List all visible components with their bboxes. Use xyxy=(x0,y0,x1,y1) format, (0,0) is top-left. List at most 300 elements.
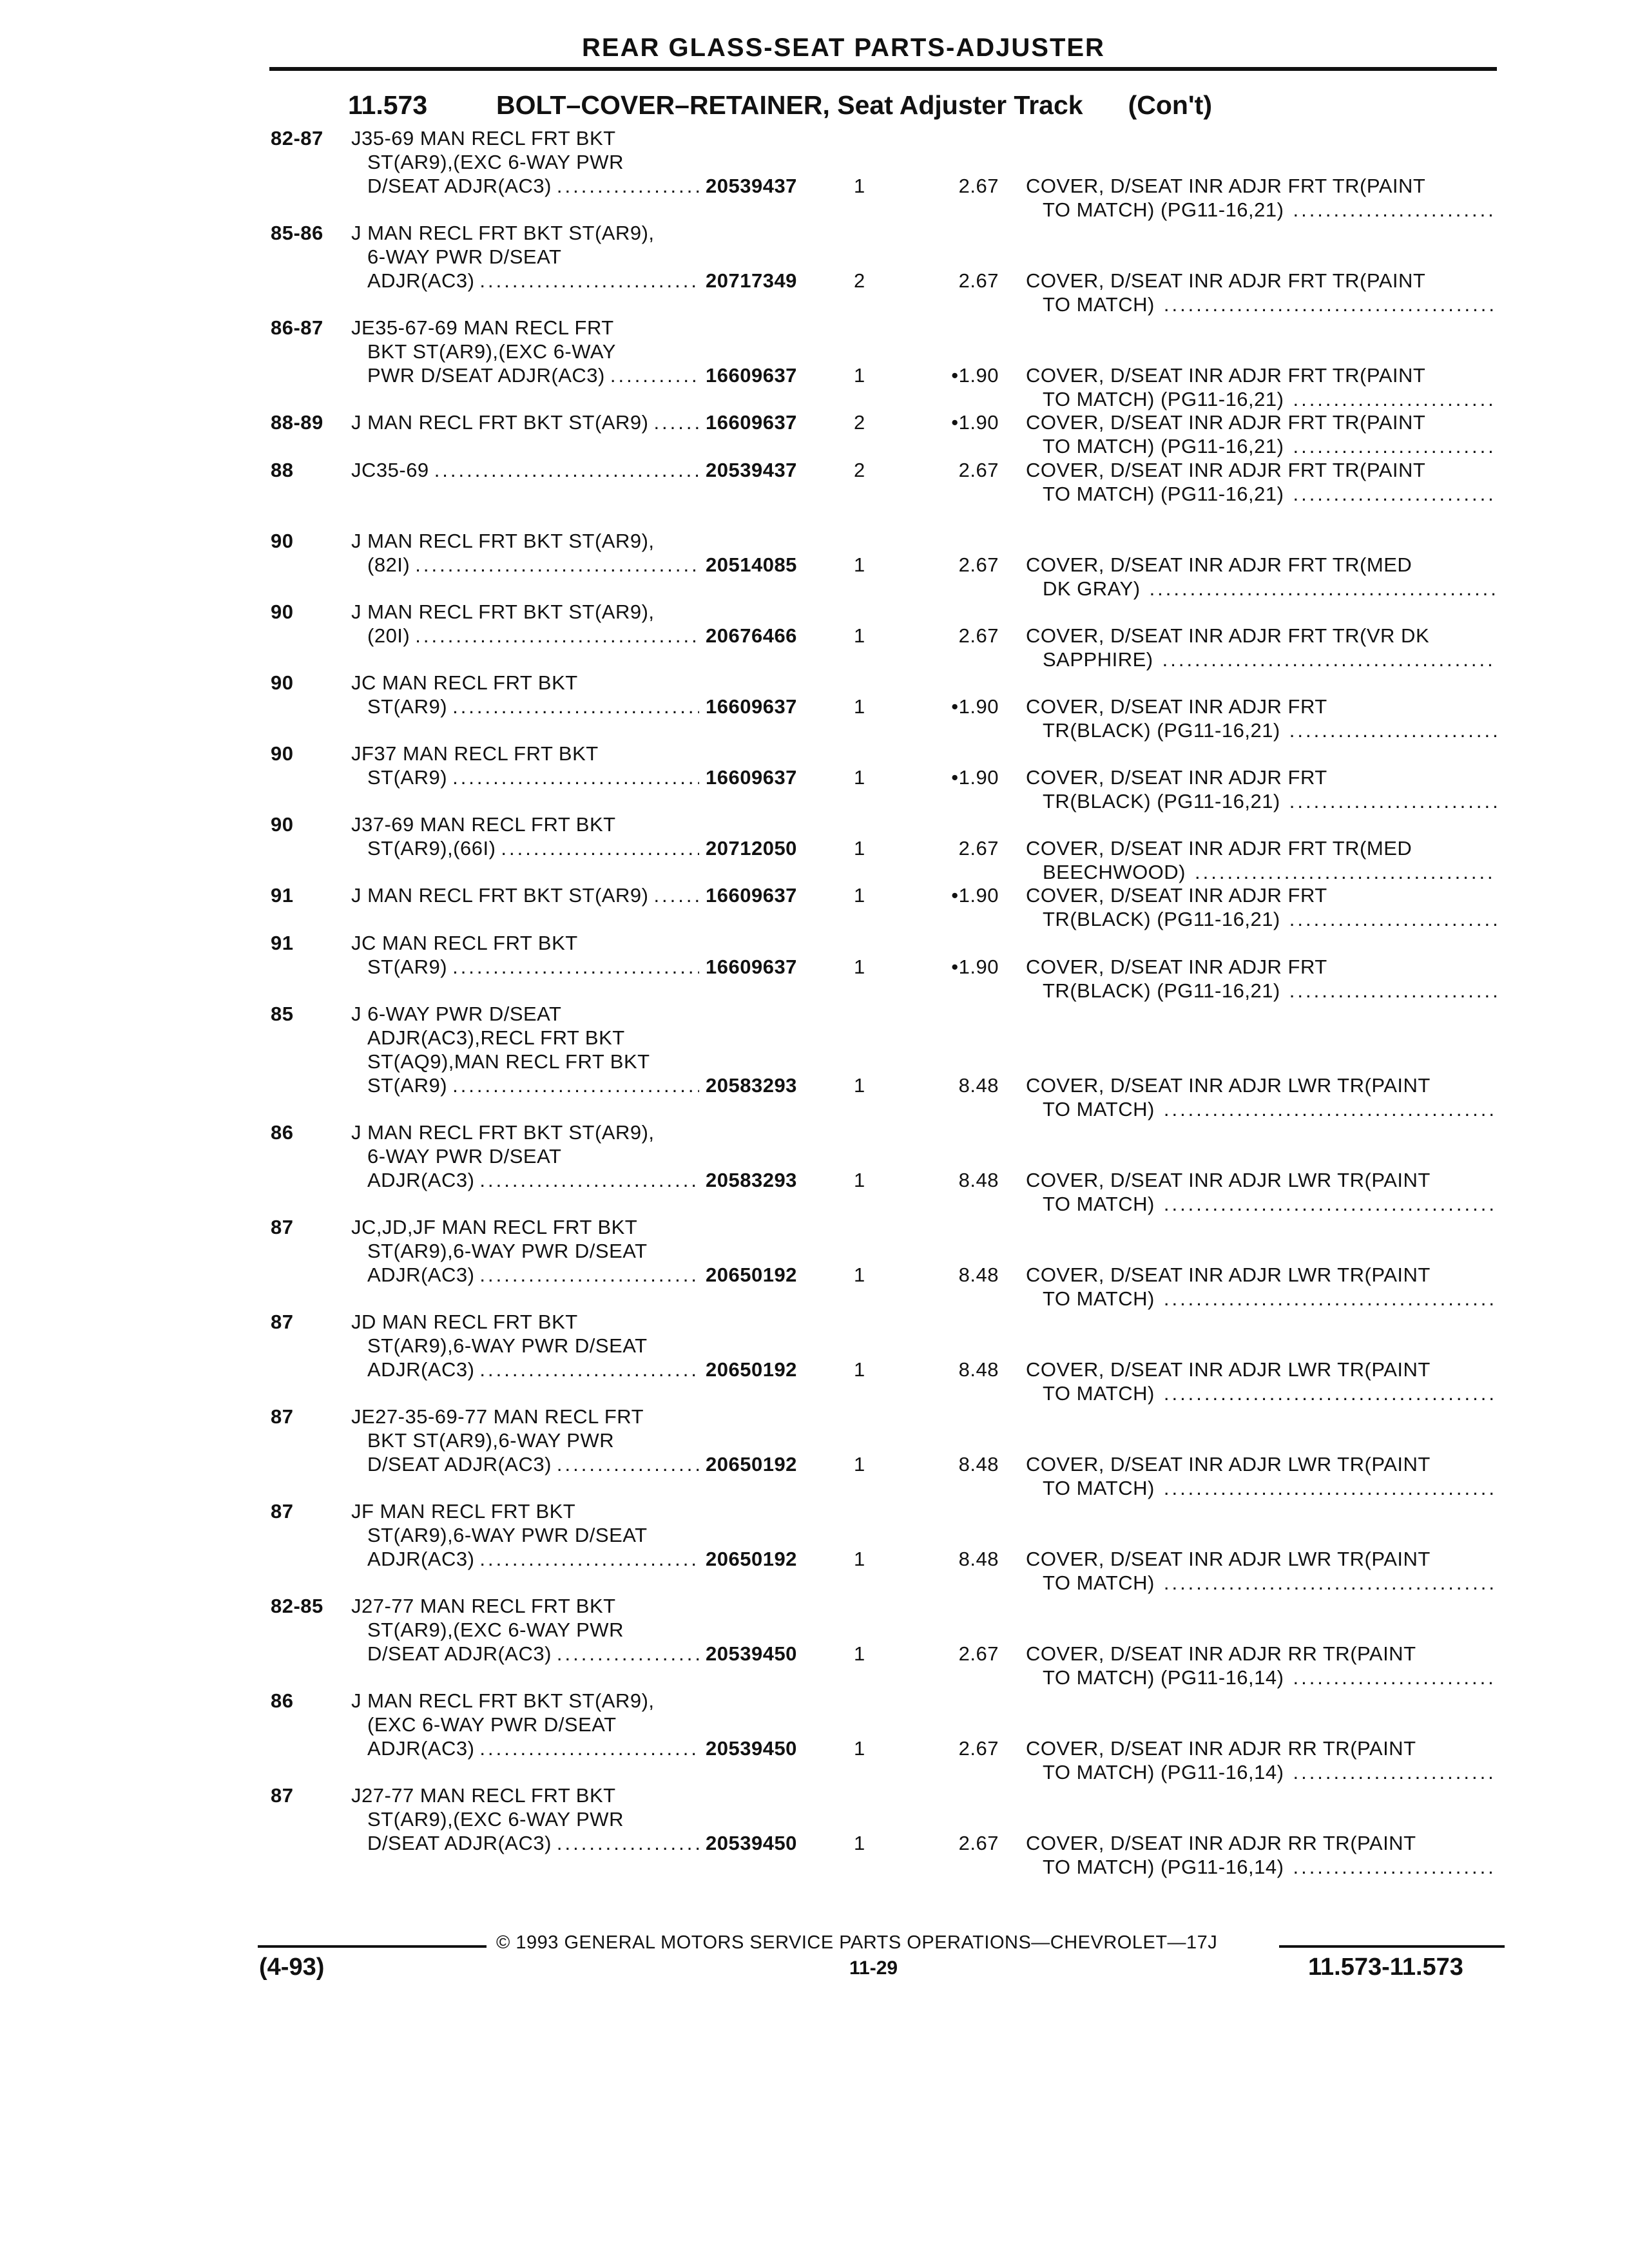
part-name-line-2 xyxy=(1026,482,1496,506)
model-years: 87 xyxy=(271,1784,294,1807)
description-line xyxy=(351,458,699,482)
part-name xyxy=(1026,955,1496,1003)
quantity: 1 xyxy=(854,1832,865,1854)
description-text: ST(AR9),(66I) xyxy=(367,837,496,860)
leader-dots xyxy=(479,1547,699,1571)
price: 2.67 xyxy=(958,553,999,576)
description-line xyxy=(351,624,699,648)
part-name-text: TO MATCH) xyxy=(1043,293,1155,316)
leader-dots xyxy=(479,1168,699,1192)
quantity: 1 xyxy=(854,1453,865,1475)
description-line xyxy=(351,695,699,718)
description-line: JC MAN RECL FRT BKT xyxy=(351,671,578,694)
quantity: 1 xyxy=(854,175,865,197)
part-name xyxy=(1026,624,1496,671)
part-name-line-1: COVER, D/SEAT INR ADJR LWR TR(PAINT xyxy=(1026,1548,1431,1570)
description-line: J 6-WAY PWR D/SEAT xyxy=(351,1003,562,1025)
description-text: ADJR(AC3) xyxy=(367,1548,475,1570)
application-description xyxy=(351,600,699,648)
description-text: D/SEAT ADJR(AC3) xyxy=(367,1642,552,1665)
part-name-line-2 xyxy=(1026,907,1496,931)
part-name xyxy=(1026,836,1496,884)
quantity: 2 xyxy=(854,269,865,292)
description-text: ADJR(AC3) xyxy=(367,269,475,292)
leader-dots xyxy=(1293,434,1496,458)
model-years: 86 xyxy=(271,1121,294,1144)
part-name-line-2 xyxy=(1026,1476,1496,1500)
leader-dots xyxy=(1195,860,1496,884)
part-name-text: TO MATCH) xyxy=(1043,1382,1155,1405)
description-line: J MAN RECL FRT BKT ST(AR9), xyxy=(351,601,655,623)
part-number: 20539437 xyxy=(706,175,797,197)
part-name-text: TO MATCH) xyxy=(1043,1477,1155,1499)
part-number: 16609637 xyxy=(706,884,797,907)
part-name-line-1: COVER, D/SEAT INR ADJR FRT xyxy=(1026,695,1327,718)
description-line xyxy=(351,1168,699,1192)
table-row xyxy=(0,529,1629,600)
price: •1.90 xyxy=(951,695,999,718)
quantity: 1 xyxy=(854,364,865,387)
part-number: 20717349 xyxy=(706,269,797,292)
leader-dots xyxy=(1164,1571,1496,1595)
part-name-line-2 xyxy=(1026,718,1496,742)
part-name-line-1: COVER, D/SEAT INR ADJR FRT xyxy=(1026,956,1327,978)
quantity: 2 xyxy=(854,411,865,434)
part-name xyxy=(1026,1263,1496,1311)
quantity: 1 xyxy=(854,1074,865,1097)
model-years: 87 xyxy=(271,1405,294,1428)
leader-dots xyxy=(557,174,699,198)
footer-page-number: 11-29 xyxy=(849,1957,898,1979)
description-line xyxy=(351,1736,699,1760)
model-years: 90 xyxy=(271,742,294,765)
part-name-text: TO MATCH) (PG11-16,14) xyxy=(1043,1666,1284,1689)
description-line: J27-77 MAN RECL FRT BKT xyxy=(351,1595,616,1617)
part-name-line-2 xyxy=(1026,1192,1496,1216)
parts-list xyxy=(0,126,1629,1878)
description-line xyxy=(351,1831,699,1855)
part-name xyxy=(1026,410,1496,458)
leader-dots xyxy=(452,1073,699,1097)
part-name xyxy=(1026,1547,1496,1595)
model-years: 88 xyxy=(271,459,294,481)
part-number: 20712050 xyxy=(706,837,797,860)
description-line: 6-WAY PWR D/SEAT xyxy=(367,245,562,268)
price: 8.48 xyxy=(958,1169,999,1191)
application-description xyxy=(351,742,699,789)
part-name xyxy=(1026,1358,1496,1405)
part-name-text: TR(BLACK) (PG11-16,21) xyxy=(1043,979,1280,1002)
application-description xyxy=(351,1120,699,1192)
application-description xyxy=(351,221,699,293)
table-row xyxy=(0,931,1629,1002)
quantity: 1 xyxy=(854,956,865,978)
leader-dots xyxy=(1162,648,1496,671)
quantity: 1 xyxy=(854,1548,865,1570)
leader-dots xyxy=(479,1358,699,1381)
description-line: J MAN RECL FRT BKT ST(AR9), xyxy=(351,222,655,244)
part-name xyxy=(1026,1642,1496,1689)
price: 8.48 xyxy=(958,1548,999,1570)
price: 2.67 xyxy=(958,1642,999,1665)
part-number: 20539450 xyxy=(706,1737,797,1760)
part-name-line-1: COVER, D/SEAT INR ADJR LWR TR(PAINT xyxy=(1026,1264,1431,1286)
application-description xyxy=(351,529,699,577)
description-line: 6-WAY PWR D/SEAT xyxy=(367,1145,562,1168)
description-text: ADJR(AC3) xyxy=(367,1264,475,1286)
leader-dots xyxy=(452,695,699,718)
footer-copyright: © 1993 GENERAL MOTORS SERVICE PARTS OPERATIONS—CHEVROLET—17J xyxy=(496,1932,1218,1953)
part-name-text: TO MATCH) xyxy=(1043,1287,1155,1310)
leader-dots xyxy=(557,1642,699,1666)
description-line: JC MAN RECL FRT BKT xyxy=(351,932,578,954)
part-name-line-2 xyxy=(1026,1287,1496,1311)
part-name-text: TR(BLACK) (PG11-16,21) xyxy=(1043,719,1280,742)
quantity: 1 xyxy=(854,624,865,647)
quantity: 1 xyxy=(854,1169,865,1191)
leader-dots xyxy=(479,1736,699,1760)
part-name xyxy=(1026,553,1496,601)
quantity: 2 xyxy=(854,459,865,481)
description-line: JE27-35-69-77 MAN RECL FRT xyxy=(351,1405,644,1428)
description-line: ST(AR9),6-WAY PWR D/SEAT xyxy=(367,1334,648,1357)
description-line: ST(AR9),(EXC 6-WAY PWR xyxy=(367,151,624,173)
part-name-line-1: COVER, D/SEAT INR ADJR FRT TR(PAINT xyxy=(1026,459,1426,481)
description-line xyxy=(351,1547,699,1571)
part-name-line-2 xyxy=(1026,293,1496,316)
part-name-line-1: COVER, D/SEAT INR ADJR RR TR(PAINT xyxy=(1026,1737,1416,1760)
description-line: ST(AR9),6-WAY PWR D/SEAT xyxy=(367,1240,648,1262)
application-description xyxy=(351,410,699,434)
part-name xyxy=(1026,269,1496,316)
part-name-line-2 xyxy=(1026,434,1496,458)
application-description xyxy=(351,1310,699,1381)
table-row xyxy=(0,600,1629,671)
part-number: 16609637 xyxy=(706,411,797,434)
part-name-text: DK GRAY) xyxy=(1043,577,1141,600)
part-number: 20514085 xyxy=(706,553,797,576)
description-text: ST(AR9) xyxy=(367,695,448,718)
price: 2.67 xyxy=(958,269,999,292)
leader-dots xyxy=(1289,789,1496,813)
application-description xyxy=(351,1594,699,1666)
description-line xyxy=(351,363,699,387)
description-line xyxy=(351,410,699,434)
quantity: 1 xyxy=(854,1358,865,1381)
part-name xyxy=(1026,458,1496,506)
description-line: JD MAN RECL FRT BKT xyxy=(351,1311,578,1333)
part-name-line-1: COVER, D/SEAT INR ADJR FRT xyxy=(1026,766,1327,789)
table-row xyxy=(0,1689,1629,1783)
part-name-text: TO MATCH) (PG11-16,21) xyxy=(1043,483,1284,505)
leader-dots xyxy=(415,553,699,577)
part-name-text: TO MATCH) (PG11-16,14) xyxy=(1043,1761,1284,1783)
leader-dots xyxy=(1164,1476,1496,1500)
leader-dots xyxy=(1289,718,1496,742)
description-line: JC,JD,JF MAN RECL FRT BKT xyxy=(351,1216,638,1238)
part-name-line-2 xyxy=(1026,1666,1496,1689)
table-row xyxy=(0,1002,1629,1120)
part-name-text: TO MATCH) xyxy=(1043,1571,1155,1594)
description-line: ST(AR9),6-WAY PWR D/SEAT xyxy=(367,1524,648,1546)
model-years: 91 xyxy=(271,932,294,954)
description-text: ST(AR9) xyxy=(367,766,448,789)
quantity: 1 xyxy=(854,884,865,907)
description-text: JC35-69 xyxy=(351,459,429,481)
table-row xyxy=(0,126,1629,221)
description-line: ADJR(AC3),RECL FRT BKT xyxy=(367,1026,625,1049)
description-line: J37-69 MAN RECL FRT BKT xyxy=(351,813,616,836)
part-name xyxy=(1026,174,1496,222)
price: 8.48 xyxy=(958,1358,999,1381)
part-number: 16609637 xyxy=(706,766,797,789)
description-text: ADJR(AC3) xyxy=(367,1358,475,1381)
application-description xyxy=(351,1689,699,1760)
part-number: 20539450 xyxy=(706,1642,797,1665)
description-line xyxy=(351,836,699,860)
leader-dots xyxy=(1150,577,1496,601)
part-name-line-2 xyxy=(1026,648,1496,671)
description-line xyxy=(351,174,699,198)
leader-dots xyxy=(434,458,699,482)
description-text: D/SEAT ADJR(AC3) xyxy=(367,1453,552,1475)
description-text: ST(AR9) xyxy=(367,1074,448,1097)
description-line: J35-69 MAN RECL FRT BKT xyxy=(351,127,616,149)
part-name-text: BEECHWOOD) xyxy=(1043,861,1186,883)
quantity: 1 xyxy=(854,553,865,576)
description-line: JE35-67-69 MAN RECL FRT xyxy=(351,316,614,339)
quantity: 1 xyxy=(854,1737,865,1760)
leader-dots xyxy=(1289,907,1496,931)
leader-dots xyxy=(1293,1760,1496,1784)
part-name-text: TO MATCH) (PG11-16,21) xyxy=(1043,388,1284,410)
footer-rule-left xyxy=(258,1945,487,1948)
table-row xyxy=(0,671,1629,742)
part-name xyxy=(1026,765,1496,813)
part-name-line-1: COVER, D/SEAT INR ADJR RR TR(PAINT xyxy=(1026,1642,1416,1665)
model-years: 87 xyxy=(271,1216,294,1238)
leader-dots xyxy=(479,1263,699,1287)
price: 2.67 xyxy=(958,624,999,647)
footer-section-range: 11.573-11.573 xyxy=(1308,1954,1463,1981)
leader-dots xyxy=(1293,198,1496,222)
table-row xyxy=(0,221,1629,316)
part-name-line-1: COVER, D/SEAT INR ADJR LWR TR(PAINT xyxy=(1026,1453,1431,1475)
description-line xyxy=(351,553,699,577)
part-name-text: TO MATCH) (PG11-16,21) xyxy=(1043,198,1284,221)
price: •1.90 xyxy=(951,766,999,789)
model-years: 90 xyxy=(271,601,294,623)
footer-date-code: (4-93) xyxy=(259,1954,325,1981)
part-number: 20650192 xyxy=(706,1548,797,1570)
part-name xyxy=(1026,1073,1496,1121)
part-number: 20676466 xyxy=(706,624,797,647)
part-name-text: TO MATCH) (PG11-16,21) xyxy=(1043,435,1284,457)
part-number: 20539437 xyxy=(706,459,797,481)
leader-dots xyxy=(1293,387,1496,411)
section-number: 11.573 xyxy=(348,90,428,120)
application-description xyxy=(351,931,699,979)
application-description xyxy=(351,1499,699,1571)
table-row xyxy=(0,883,1629,931)
part-number: 16609637 xyxy=(706,956,797,978)
section-continued: (Con't) xyxy=(1128,90,1212,120)
description-text: J MAN RECL FRT BKT ST(AR9) xyxy=(351,411,649,434)
price: 2.67 xyxy=(958,1832,999,1854)
quantity: 1 xyxy=(854,1264,865,1286)
table-row xyxy=(0,1405,1629,1499)
section-heading xyxy=(348,90,1212,120)
footer-rule-right xyxy=(1279,1945,1505,1948)
part-name-line-1: COVER, D/SEAT INR ADJR FRT TR(PAINT xyxy=(1026,411,1426,434)
part-name-line-2 xyxy=(1026,198,1496,222)
leader-dots xyxy=(1293,1855,1496,1879)
description-line: JF MAN RECL FRT BKT xyxy=(351,1500,576,1523)
description-text: ADJR(AC3) xyxy=(367,1737,475,1760)
table-row xyxy=(0,742,1629,812)
leader-dots xyxy=(1293,482,1496,506)
description-text: (82I) xyxy=(367,553,410,576)
part-name-text: TR(BLACK) (PG11-16,21) xyxy=(1043,908,1280,930)
leader-dots xyxy=(557,1452,699,1476)
description-text: J MAN RECL FRT BKT ST(AR9) xyxy=(351,884,649,907)
application-description xyxy=(351,671,699,718)
description-line xyxy=(351,1452,699,1476)
part-name-line-1: COVER, D/SEAT INR ADJR FRT TR(MED xyxy=(1026,553,1412,576)
part-number: 20650192 xyxy=(706,1453,797,1475)
application-description xyxy=(351,316,699,387)
description-line xyxy=(351,1642,699,1666)
table-row xyxy=(0,1594,1629,1689)
application-description xyxy=(351,126,699,198)
table-row xyxy=(0,458,1629,529)
description-text: D/SEAT ADJR(AC3) xyxy=(367,175,552,197)
part-name-text: TR(BLACK) (PG11-16,21) xyxy=(1043,790,1280,812)
description-line xyxy=(351,1358,699,1381)
table-row xyxy=(0,1310,1629,1405)
leader-dots xyxy=(1164,1287,1496,1311)
part-number: 20650192 xyxy=(706,1358,797,1381)
page-title: REAR GLASS-SEAT PARTS-ADJUSTER xyxy=(582,34,1105,62)
model-years: 85-86 xyxy=(271,222,323,244)
application-description xyxy=(351,458,699,482)
description-line: JF37 MAN RECL FRT BKT xyxy=(351,742,599,765)
part-name-line-2 xyxy=(1026,1381,1496,1405)
description-line: J MAN RECL FRT BKT ST(AR9), xyxy=(351,1689,655,1712)
title-rule xyxy=(269,67,1497,71)
application-description xyxy=(351,1215,699,1287)
application-description xyxy=(351,1783,699,1855)
part-name-text: TO MATCH) (PG11-16,14) xyxy=(1043,1856,1284,1878)
model-years: 86 xyxy=(271,1689,294,1712)
table-row xyxy=(0,410,1629,458)
description-line: J MAN RECL FRT BKT ST(AR9), xyxy=(351,530,655,552)
part-name xyxy=(1026,1452,1496,1500)
part-name-line-2 xyxy=(1026,1760,1496,1784)
description-text: D/SEAT ADJR(AC3) xyxy=(367,1832,552,1854)
part-name-line-2 xyxy=(1026,387,1496,411)
leader-dots xyxy=(501,836,699,860)
price: •1.90 xyxy=(951,364,999,387)
part-name-text: TO MATCH) xyxy=(1043,1193,1155,1215)
description-line xyxy=(351,765,699,789)
table-row xyxy=(0,1120,1629,1215)
leader-dots xyxy=(1164,1192,1496,1216)
model-years: 91 xyxy=(271,884,294,907)
description-line: (EXC 6-WAY PWR D/SEAT xyxy=(367,1713,617,1736)
leader-dots xyxy=(557,1831,699,1855)
part-number: 20583293 xyxy=(706,1074,797,1097)
part-name-line-2 xyxy=(1026,1571,1496,1595)
part-name-text: SAPPHIRE) xyxy=(1043,648,1153,671)
price: •1.90 xyxy=(951,411,999,434)
model-years: 90 xyxy=(271,671,294,694)
quantity: 1 xyxy=(854,1642,865,1665)
description-text: ADJR(AC3) xyxy=(367,1169,475,1191)
leader-dots xyxy=(1293,1666,1496,1689)
quantity: 1 xyxy=(854,766,865,789)
part-name-line-2 xyxy=(1026,577,1496,601)
table-row xyxy=(0,316,1629,410)
part-name xyxy=(1026,363,1496,411)
table-row xyxy=(0,1499,1629,1594)
price: 2.67 xyxy=(958,1737,999,1760)
description-text: (20I) xyxy=(367,624,410,647)
leader-dots xyxy=(1164,1097,1496,1121)
price: 2.67 xyxy=(958,837,999,860)
part-name-line-2 xyxy=(1026,860,1496,884)
leader-dots xyxy=(452,765,699,789)
part-name xyxy=(1026,1736,1496,1784)
description-line xyxy=(351,1073,699,1097)
application-description xyxy=(351,1002,699,1097)
description-line: J27-77 MAN RECL FRT BKT xyxy=(351,1784,616,1807)
part-number: 16609637 xyxy=(706,364,797,387)
price: 8.48 xyxy=(958,1453,999,1475)
price: 8.48 xyxy=(958,1264,999,1286)
model-years: 86-87 xyxy=(271,316,323,339)
part-number: 20539450 xyxy=(706,1832,797,1854)
part-name-line-1: COVER, D/SEAT INR ADJR FRT TR(PAINT xyxy=(1026,269,1426,292)
model-years: 82-85 xyxy=(271,1595,323,1617)
price: •1.90 xyxy=(951,956,999,978)
part-name-line-1: COVER, D/SEAT INR ADJR FRT TR(MED xyxy=(1026,837,1412,860)
description-line: ST(AR9),(EXC 6-WAY PWR xyxy=(367,1808,624,1831)
leader-dots xyxy=(653,410,699,434)
part-name-line-1: COVER, D/SEAT INR ADJR FRT TR(PAINT xyxy=(1026,175,1426,197)
description-line xyxy=(351,955,699,979)
leader-dots xyxy=(452,955,699,979)
part-name xyxy=(1026,1168,1496,1216)
part-name-line-1: COVER, D/SEAT INR ADJR LWR TR(PAINT xyxy=(1026,1358,1431,1381)
leader-dots xyxy=(479,269,699,293)
quantity: 1 xyxy=(854,837,865,860)
model-years: 90 xyxy=(271,530,294,552)
description-line: ST(AR9),(EXC 6-WAY PWR xyxy=(367,1619,624,1641)
part-name-line-1: COVER, D/SEAT INR ADJR FRT TR(VR DK xyxy=(1026,624,1430,647)
model-years: 90 xyxy=(271,813,294,836)
part-name-line-2 xyxy=(1026,1855,1496,1879)
part-name-text: TO MATCH) xyxy=(1043,1098,1155,1120)
leader-dots xyxy=(1164,1381,1496,1405)
quantity: 1 xyxy=(854,695,865,718)
leader-dots xyxy=(1289,979,1496,1003)
description-text: PWR D/SEAT ADJR(AC3) xyxy=(367,364,605,387)
application-description xyxy=(351,812,699,860)
description-line xyxy=(351,883,699,907)
description-line xyxy=(351,269,699,293)
part-name-line-1: COVER, D/SEAT INR ADJR RR TR(PAINT xyxy=(1026,1832,1416,1854)
